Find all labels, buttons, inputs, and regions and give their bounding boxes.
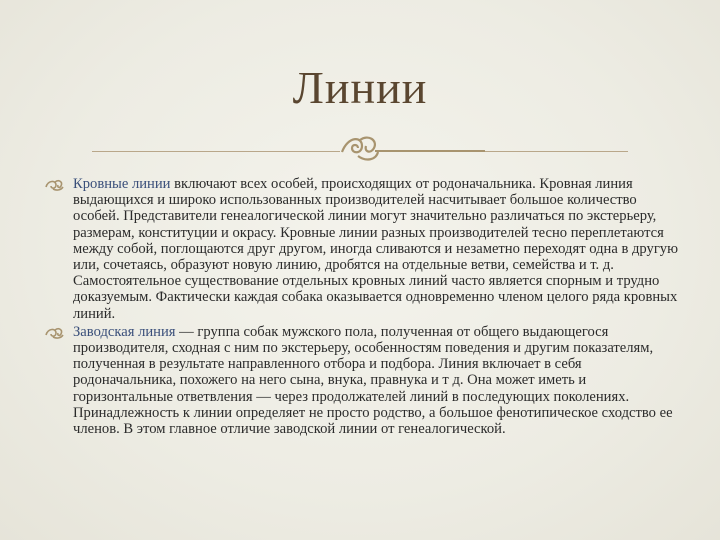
scroll-bullet-icon [44,178,64,192]
title-divider-left [92,151,340,152]
bullet-item [44,176,684,322]
scroll-bullet-icon [44,326,64,340]
bullet-item [44,324,684,437]
title-divider-accent [375,150,485,152]
bullet-text: включают всех особей, происходящих от родоначальника. Кровная линия выдающихся и широко использованных производителей насчитывает большое количество особей. Представители генеалогической линии могут значительно различаться по экстерьеру, размерам, конституции и окрасу. Кровные линии разных производителей тесно переплетаются между собой, поглощаются друг другом, иногда сливаются и незаметно переходят одна в другую или, сочетаясь, образуют новую линию, дробятся на отдельные ветви, семейства и т. д. Самостоятельное существование отдельных кровных линий часто является спорным и трудно доказуемым. Фактически каждая собака оказывается одновременно членом целого ряда кровных линий. [73,176,679,322]
bullet-text: — группа собак мужского пола, полученная от общего выдающегося производителя, сходная с ним по экстерьеру, особенностям поведения и другим показателям, полученная в результате направленного отбора и подбора. Линия включает в себя родоначальника, похожего на него сына, внука, правнука и т д. Она может иметь и горизонтальные ответвления — через продолжателей линий в последующих поколениях. Принадлежность к линии определяет не просто родство, а большое фенотипическое сходство ее членов. В этом главное отличие заводской линии от генеалогической. [73,323,673,438]
content-body [44,176,684,439]
bullet-term: Заводская линия [73,323,176,340]
swirl-ornament-icon [338,132,380,166]
bullet-term: Кровные линии [73,176,171,192]
slide-title: Линии [292,61,428,113]
